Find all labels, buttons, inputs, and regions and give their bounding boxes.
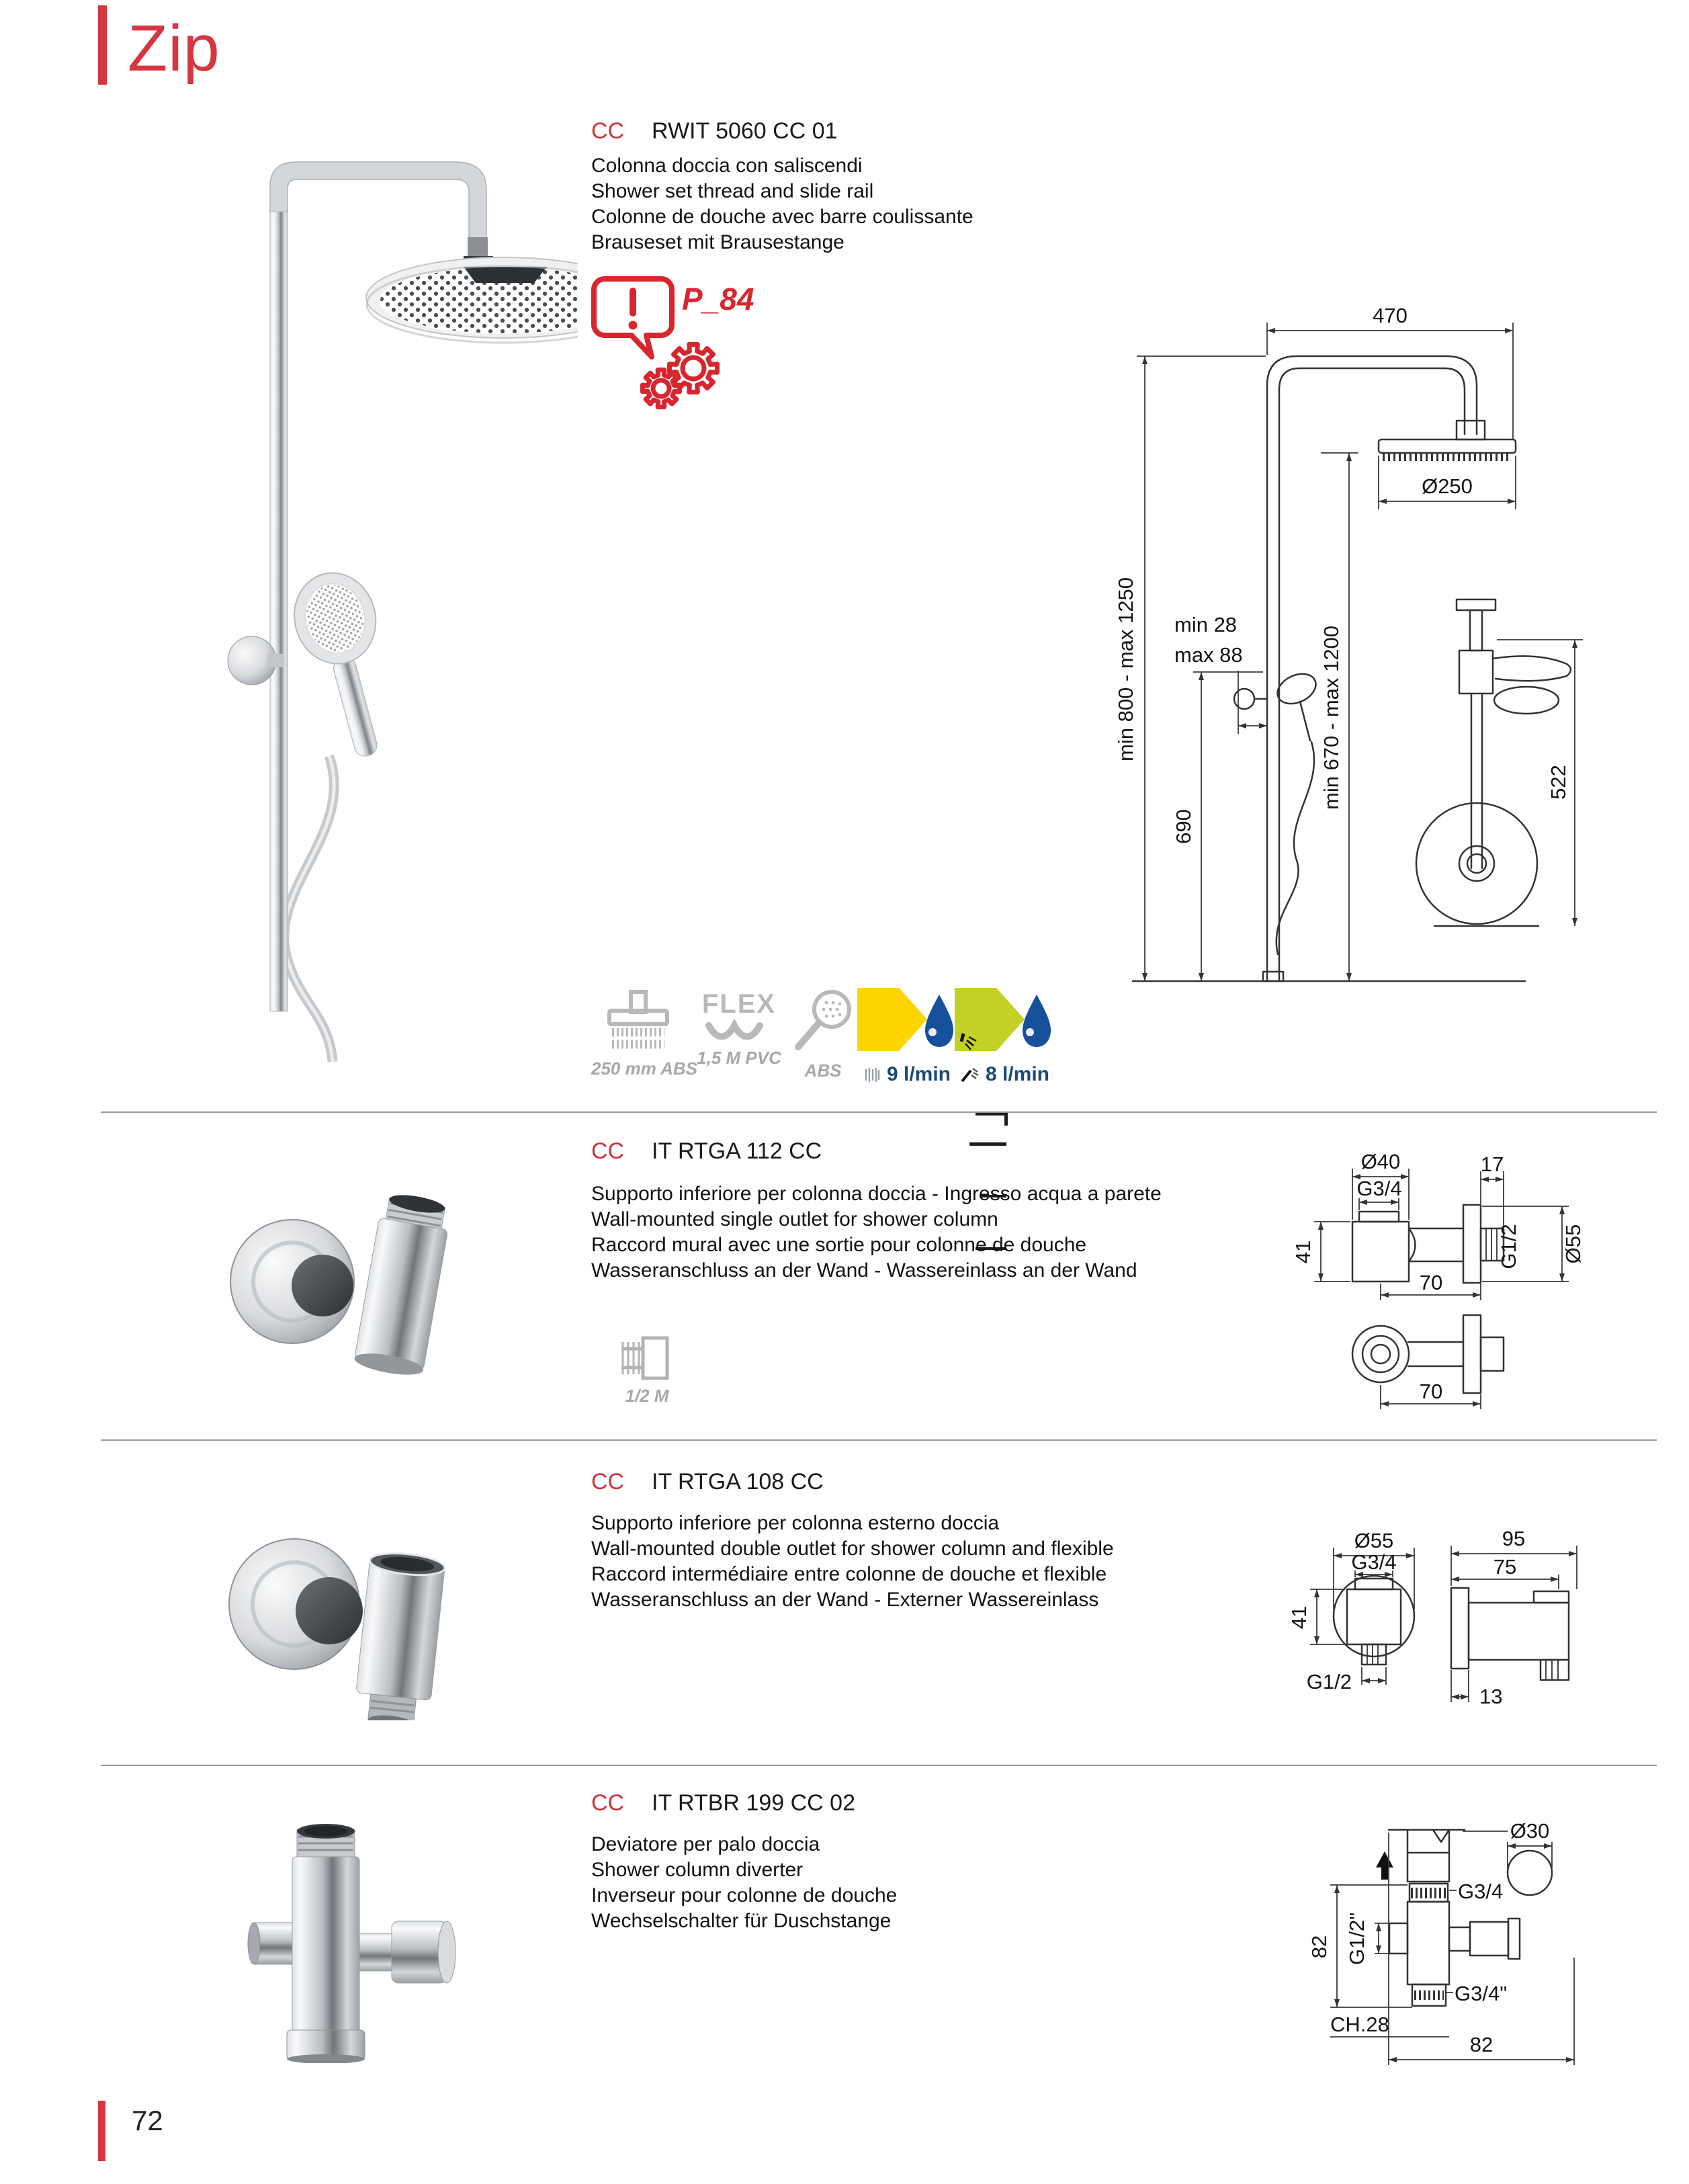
product-descriptions bbox=[591, 1181, 1162, 1284]
title-accent-bar bbox=[98, 5, 107, 85]
finish-code: CC bbox=[591, 1790, 625, 1816]
technical-drawing-double-outlet bbox=[1250, 1509, 1659, 1724]
diverter-body bbox=[292, 1857, 359, 2033]
product-code: IT RTBR 199 CC 02 bbox=[652, 1790, 855, 1816]
dimension-label: 75 bbox=[1493, 1555, 1517, 1579]
technical-drawing-shower-column bbox=[1095, 296, 1666, 988]
flow-rate-row bbox=[857, 1063, 957, 1086]
page-number: 72 bbox=[132, 2105, 163, 2136]
feature-flow-rain bbox=[857, 988, 957, 1086]
dimension-label: Ø250 bbox=[1422, 474, 1473, 498]
dimension-label: G3/4 bbox=[1458, 1880, 1504, 1903]
dimension-label: 70 bbox=[1419, 1271, 1443, 1294]
desc-fr: Raccord mural avec une sortie pour colonne de douche bbox=[591, 1234, 1087, 1256]
dimension-label: 17 bbox=[1480, 1152, 1504, 1176]
print-artifact bbox=[969, 1142, 1006, 1146]
desc-en: Shower column diverter bbox=[591, 1859, 804, 1881]
desc-fr: Colonne de douche avec barre coulissante bbox=[591, 206, 973, 228]
flow-rate-rain-icon bbox=[857, 988, 957, 1052]
product-code-line bbox=[591, 1138, 822, 1165]
outlet-body bbox=[353, 1191, 453, 1379]
dimension-label: G1/2 bbox=[1497, 1224, 1520, 1269]
dimension-label: G3/4 bbox=[1356, 1177, 1402, 1200]
dimension-label: Ø55 bbox=[1561, 1224, 1585, 1264]
dimension-label: min 28 bbox=[1174, 613, 1238, 636]
note-page-reference: P_84 bbox=[682, 282, 754, 317]
overhead-shower-icon bbox=[601, 988, 675, 1050]
dimension-label: G3/4" bbox=[1455, 1982, 1508, 2005]
desc-en: Shower set thread and slide rail bbox=[591, 180, 874, 202]
flow-rate-label: 9 l/min bbox=[886, 1063, 951, 1085]
dimension-label: 470 bbox=[1373, 304, 1408, 327]
dimension-label: 41 bbox=[1291, 1240, 1315, 1264]
section-divider bbox=[101, 1111, 1657, 1113]
half-inch-male-icon bbox=[615, 1334, 679, 1382]
footer-accent-bar bbox=[98, 2101, 105, 2161]
flow-rate-label: 8 l/min bbox=[985, 1063, 1050, 1085]
page-title: Zip bbox=[128, 11, 220, 85]
desc-it: Colonna doccia con saliscendi bbox=[591, 155, 863, 177]
desc-de: Wasseranschluss an der Wand - Wassereinlass an der Wand bbox=[591, 1259, 1137, 1282]
product-code-line bbox=[591, 118, 838, 144]
feature-flex-hose bbox=[692, 991, 786, 1068]
feature-label: ABS bbox=[804, 1060, 842, 1081]
dimension-label: G1/2" bbox=[1345, 1912, 1369, 1966]
product-descriptions bbox=[591, 153, 973, 255]
dimension-label: G1/2 bbox=[1306, 1670, 1352, 1693]
product-photo-shower-column bbox=[101, 124, 578, 1099]
rain-flow-icon bbox=[863, 1066, 881, 1083]
dimension-label: Ø55 bbox=[1354, 1529, 1394, 1552]
shower-rail bbox=[270, 212, 288, 1011]
dimension-label: 690 bbox=[1172, 809, 1195, 844]
print-artifact bbox=[1004, 1112, 1008, 1126]
feature-overhead-shower bbox=[591, 988, 697, 1079]
product-descriptions bbox=[591, 1511, 1114, 1613]
feature-label: 250 mm ABS bbox=[591, 1058, 697, 1079]
feature-icons-row bbox=[591, 988, 1075, 1102]
section-divider bbox=[101, 1439, 1657, 1441]
dimension-label: Ø30 bbox=[1510, 1819, 1550, 1843]
desc-it: Supporto inferiore per colonna esterno doccia bbox=[591, 1512, 1000, 1534]
dimension-label: CH.28 bbox=[1330, 2013, 1389, 2036]
desc-de: Wasseranschluss an der Wand - Externer Wassereinlass bbox=[591, 1589, 1099, 1611]
product-code: IT RTGA 112 CC bbox=[652, 1138, 822, 1164]
section-divider bbox=[101, 1765, 1657, 1766]
product-photo-single-outlet bbox=[198, 1173, 467, 1388]
product-code: RWIT 5060 CC 01 bbox=[652, 118, 838, 144]
finish-code: CC bbox=[591, 1469, 625, 1495]
dimension-label: G3/4 bbox=[1351, 1550, 1397, 1574]
product-code: IT RTGA 108 CC bbox=[652, 1469, 824, 1495]
feature-flow-hand bbox=[954, 988, 1055, 1086]
shower-arm bbox=[270, 162, 486, 243]
desc-fr: Inverseur pour colonne de douche bbox=[591, 1884, 898, 1906]
dimension-label: min 800 - max 1250 bbox=[1114, 577, 1137, 761]
dimension-label: 82 bbox=[1307, 1935, 1331, 1959]
feature-hand-shower bbox=[789, 988, 857, 1081]
flow-direction-arrow bbox=[1376, 1851, 1393, 1880]
flex-icon: FLEX bbox=[701, 989, 777, 1019]
product-code-line bbox=[591, 1469, 824, 1495]
hand-flow-icon bbox=[959, 1066, 980, 1083]
hand-shower bbox=[284, 564, 410, 765]
dimension-label: min 670 - max 1200 bbox=[1319, 626, 1343, 810]
dimension-label: 82 bbox=[1469, 2033, 1493, 2056]
product-photo-double-outlet bbox=[195, 1495, 470, 1720]
flow-rate-hand-icon bbox=[955, 988, 1054, 1052]
hand-shower-icon bbox=[791, 988, 855, 1052]
dimension-label: 522 bbox=[1547, 765, 1570, 800]
flow-rate-row bbox=[954, 1063, 1055, 1086]
desc-de: Brauseset mit Brausestange bbox=[591, 231, 844, 253]
technical-drawing-single-outlet bbox=[1250, 1139, 1659, 1416]
shower-hose bbox=[284, 756, 335, 1062]
dimension-label: 41 bbox=[1287, 1605, 1311, 1630]
desc-de: Wechselschalter für Duschstange bbox=[591, 1910, 892, 1932]
feature-label: 1,5 M PVC bbox=[697, 1048, 781, 1068]
desc-en: Wall-mounted double outlet for shower column and flexible bbox=[591, 1538, 1114, 1560]
dimension-label: 13 bbox=[1479, 1685, 1503, 1708]
product-code-line bbox=[591, 1790, 855, 1816]
outlet-body bbox=[353, 1550, 446, 1720]
desc-fr: Raccord intermédiaire entre colonne de douche et flexible bbox=[591, 1563, 1107, 1585]
finish-code: CC bbox=[591, 118, 625, 144]
finish-code: CC bbox=[591, 1138, 625, 1164]
desc-en: Wall-mounted single outlet for shower column bbox=[591, 1208, 998, 1230]
product-descriptions bbox=[591, 1832, 897, 1934]
technical-drawing-diverter bbox=[1243, 1784, 1686, 2080]
dimension-label: max 88 bbox=[1174, 643, 1243, 667]
dimension-label: 95 bbox=[1502, 1527, 1526, 1550]
fitting-size-label: 1/2 M bbox=[625, 1386, 669, 1406]
product-photo-diverter bbox=[222, 1804, 464, 2063]
dimension-label: Ø40 bbox=[1360, 1150, 1401, 1173]
dimension-label: 70 bbox=[1419, 1380, 1443, 1403]
desc-it: Deviatore per palo doccia bbox=[591, 1833, 820, 1855]
desc-it: Supporto inferiore per colonna doccia - Ingresso acqua a parete bbox=[591, 1183, 1162, 1205]
wave-icon bbox=[702, 1017, 776, 1043]
